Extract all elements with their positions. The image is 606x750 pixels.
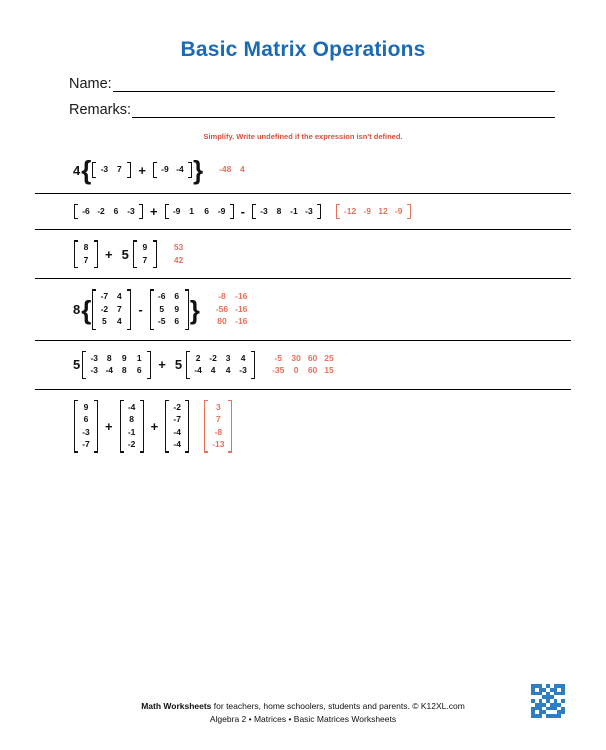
matrix-cell: -7: [82, 439, 90, 450]
matrix-cell: -8: [218, 291, 226, 302]
matrix-cell: -13: [212, 439, 225, 450]
operator: +: [150, 204, 158, 220]
matrix-cell: 4: [225, 365, 231, 376]
problem-number: 5: [73, 357, 81, 373]
matrix-cell: 3: [215, 401, 221, 412]
matrix-cell: -9: [363, 206, 372, 216]
matrix-cell: 6: [204, 206, 209, 216]
matrix-cell: -2: [173, 401, 181, 412]
matrix-cell: -3: [239, 365, 247, 376]
qr-module: [561, 699, 565, 703]
remarks-field-row: [69, 102, 573, 118]
matrix-cell: -1: [127, 426, 136, 437]
matrix-cell: 6: [174, 291, 180, 302]
matrix-cell: -4: [173, 426, 181, 437]
matrix-cell: -1: [290, 206, 298, 216]
matrix-cell: 7: [215, 414, 221, 425]
problem-row: [33, 390, 573, 463]
remarks-input-line[interactable]: [132, 102, 555, 118]
matrix-cell: 4: [240, 164, 245, 175]
matrix-cell: -4: [127, 401, 136, 412]
matrix-cell: -6: [157, 291, 166, 302]
problem-row: [33, 147, 573, 193]
operator: -: [240, 204, 245, 220]
problem-row: [33, 341, 573, 389]
problem-number: 4: [73, 162, 81, 178]
answer-matrix: [270, 351, 341, 379]
matrix-cell: 7: [116, 303, 122, 314]
matrix-cell: 2: [195, 352, 201, 363]
group-brace-close: }: [189, 294, 200, 325]
operator: +: [105, 418, 113, 434]
matrix: [153, 162, 192, 177]
matrix: [165, 400, 189, 453]
scalar-multiplier: 5: [174, 357, 183, 373]
matrix: [133, 240, 157, 268]
worksheet-content: [33, 18, 573, 732]
operator: +: [105, 246, 113, 262]
footer-credit-rest: for teachers, home schoolers, students and parents. © K12XL.com: [211, 701, 465, 711]
matrix: [120, 400, 144, 453]
matrix-cell: -3: [100, 164, 109, 175]
qr-module: [539, 714, 543, 718]
matrix-cell: -4: [173, 439, 181, 450]
matrix-cell: -16: [235, 316, 248, 327]
matrix-cell: 9: [142, 242, 148, 253]
matrix-cell: -3: [127, 206, 135, 216]
matrix-cell: 60: [307, 352, 318, 363]
matrix-cell: 4: [116, 291, 122, 302]
matrix-cell: -9: [394, 206, 403, 216]
matrix-cell: 6: [113, 206, 119, 216]
operator: +: [138, 162, 146, 178]
matrix-cell: 1: [189, 206, 194, 216]
matrix-cell: -2: [97, 206, 105, 216]
matrix: [92, 162, 131, 177]
matrix-cell: 42: [173, 254, 184, 265]
matrix-cell: 7: [83, 254, 89, 265]
matrix-cell: 60: [307, 365, 318, 376]
matrix-cell: -2: [127, 439, 136, 450]
matrix-cell: -3: [82, 426, 90, 437]
matrix-cell: -9: [161, 164, 169, 175]
group-brace-open: {: [81, 294, 92, 325]
matrix-cell: 7: [142, 254, 148, 265]
problem-row: [33, 230, 573, 278]
matrix-cell: -2: [100, 303, 109, 314]
matrix-cell: -5: [157, 316, 166, 327]
matrix-cell: -3: [90, 352, 99, 363]
matrix-cell: -7: [173, 414, 181, 425]
matrix-cell: 4: [116, 316, 122, 327]
matrix-cell: -4: [194, 365, 202, 376]
matrix-cell: -6: [82, 206, 90, 216]
group-brace-close: }: [192, 155, 204, 185]
problem-row: [33, 279, 573, 339]
matrix-cell: -7: [100, 291, 109, 302]
matrix-cell: 12: [378, 206, 388, 216]
answer-matrix: [172, 240, 190, 268]
matrix: [74, 400, 98, 453]
matrix: [74, 204, 143, 219]
remarks-label: Remarks:: [69, 102, 132, 118]
matrix-cell: 6: [83, 414, 89, 425]
matrix-cell: 5: [159, 303, 165, 314]
page-title: Basic Matrix Operations: [180, 38, 426, 61]
matrix-cell: -3: [305, 206, 313, 216]
matrix-cell: -16: [235, 291, 248, 302]
matrix-cell: 4: [210, 365, 216, 376]
instructions-text: Simplify. Write undefined if the expression isn't defined.: [203, 132, 403, 141]
matrix-cell: 3: [225, 352, 231, 363]
matrix-cell: 80: [217, 316, 227, 327]
qr-module: [561, 710, 565, 714]
matrix-cell: 9: [83, 401, 89, 412]
matrix-cell: -9: [172, 206, 181, 216]
footer-credit-bold: Math Worksheets: [141, 701, 212, 711]
matrix-cell: 8: [129, 414, 134, 425]
matrix-cell: -3: [260, 206, 268, 216]
matrix-cell: 8: [83, 242, 89, 253]
matrix-cell: -12: [343, 206, 357, 216]
answer-matrix: [336, 204, 411, 219]
matrix-cell: 53: [173, 242, 184, 253]
matrix-cell: 0: [293, 365, 299, 376]
matrix-cell: -9: [217, 206, 226, 216]
answer-matrix: [204, 400, 232, 453]
matrix-cell: -4: [105, 365, 114, 376]
matrix-cell: 15: [324, 365, 334, 376]
matrix-cell: 6: [136, 365, 142, 376]
matrix: [186, 351, 255, 379]
matrix-cell: 5: [101, 316, 107, 327]
matrix-cell: -56: [215, 303, 229, 314]
matrix-cell: 25: [324, 352, 334, 363]
matrix-cell: 8: [121, 365, 127, 376]
matrix-cell: -35: [272, 365, 285, 376]
matrix: [74, 240, 98, 268]
matrix-cell: 6: [174, 316, 180, 327]
footer: [33, 701, 573, 724]
answer-matrix: [214, 289, 255, 329]
matrix-cell: -3: [90, 365, 99, 376]
qr-module: [557, 714, 561, 718]
matrix-cell: 4: [240, 352, 246, 363]
matrix-cell: -5: [274, 352, 282, 363]
matrix-cell: 7: [116, 164, 122, 175]
matrix-cell: -8: [214, 426, 223, 437]
scalar-multiplier: 5: [121, 246, 129, 262]
problem-row: [33, 194, 573, 229]
operator: +: [150, 418, 159, 434]
name-input-line[interactable]: [113, 76, 555, 92]
matrix: [82, 351, 151, 379]
matrix: [165, 204, 234, 219]
problem-list: [33, 147, 573, 463]
matrix-cell: 30: [291, 352, 301, 363]
matrix-cell: -4: [176, 164, 184, 175]
matrix: [92, 289, 131, 329]
operator: -: [138, 302, 143, 318]
matrix-cell: 8: [106, 352, 112, 363]
footer-breadcrumb: Algebra 2 • Matrices • Basic Matrices Worksheets: [209, 714, 397, 724]
problem-number: 8: [73, 302, 81, 318]
matrix: [252, 204, 321, 219]
name-field-row: [69, 76, 573, 92]
qr-module: [561, 692, 565, 696]
matrix-cell: -16: [235, 303, 248, 314]
group-brace-open: {: [81, 155, 92, 185]
operator: +: [158, 357, 166, 373]
matrix-cell: 9: [121, 352, 127, 363]
matrix-cell: -2: [209, 352, 217, 363]
qr-code-icon: [531, 684, 565, 718]
matrix-cell: -48: [219, 164, 232, 175]
matrix: [150, 289, 189, 329]
footer-credit: [33, 701, 573, 711]
answer-matrix: [217, 162, 253, 177]
matrix-cell: 9: [174, 303, 180, 314]
matrix-cell: 1: [136, 352, 142, 363]
matrix-cell: 8: [276, 206, 282, 216]
name-label: Name:: [69, 76, 112, 92]
